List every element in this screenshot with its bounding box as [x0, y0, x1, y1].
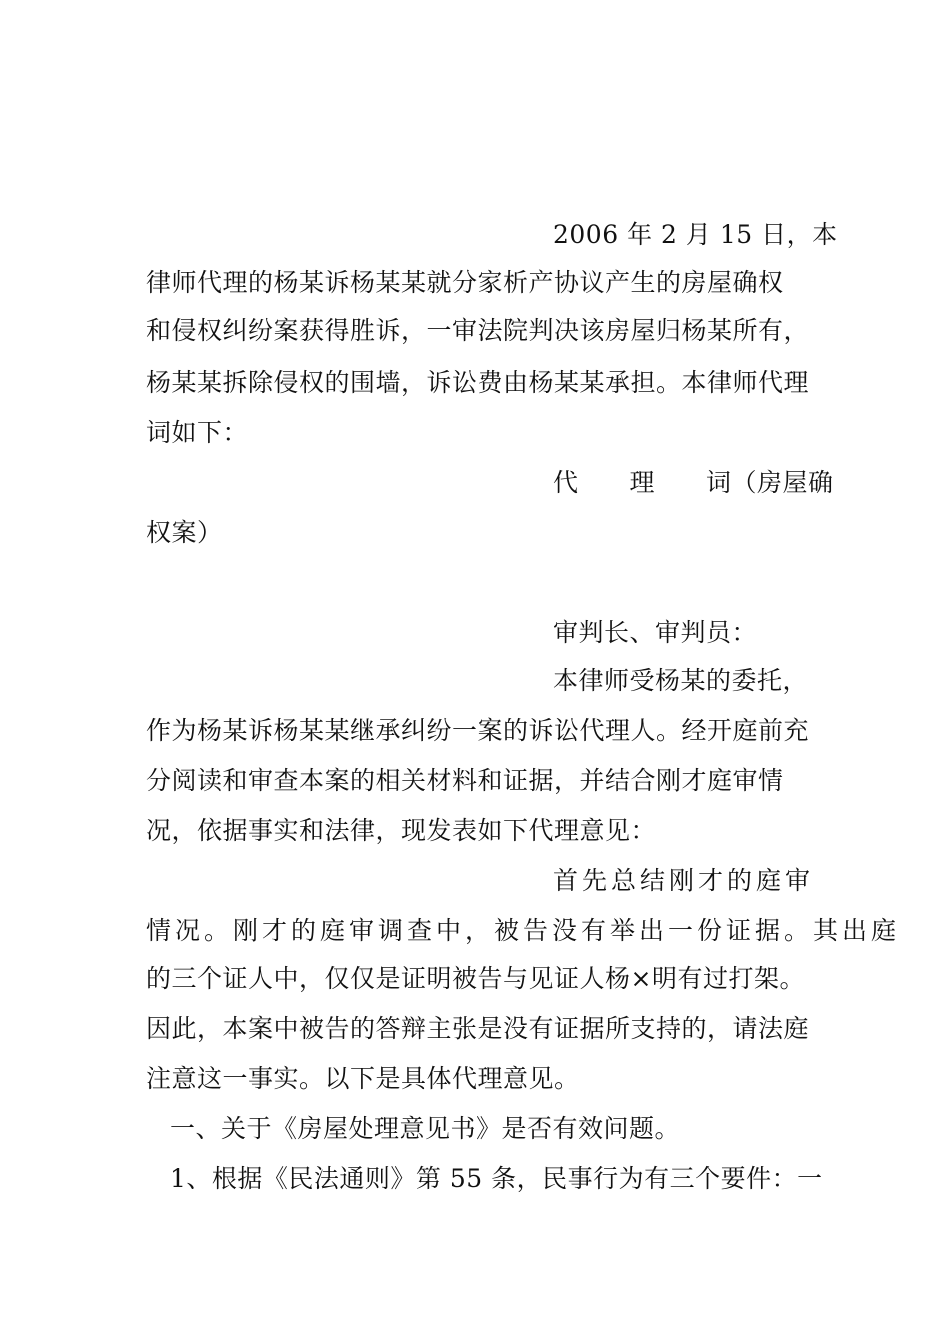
text-line: 律师代理的杨某诉杨某某就分家析产协议产生的房屋确权: [146, 268, 784, 297]
text-line: 注意这一事实。以下是具体代理意见。: [146, 1064, 580, 1093]
text-line: 本律师受杨某的委托，: [553, 666, 809, 695]
text-line: 1、根据《民法通则》第 55 条，民事行为有三个要件：一: [170, 1164, 823, 1193]
text-line: 首先总结刚才的庭审: [553, 866, 815, 895]
section-heading: 一、关于《房屋处理意见书》是否有效问题。: [170, 1114, 681, 1143]
text-line: 况，依据事实和法律，现发表如下代理意见：: [146, 816, 657, 845]
heading-line: 权案）: [146, 518, 223, 547]
text-line: 杨某某拆除侵权的围墙，诉讼费由杨某某承担。本律师代理: [146, 368, 810, 397]
text-line: 分阅读和审查本案的相关材料和证据，并结合刚才庭审情: [146, 766, 784, 795]
text-line: 2006 年 2 月 15 日，本: [553, 220, 838, 249]
text-line: 词如下：: [146, 418, 249, 447]
text-line: 和侵权纠纷案获得胜诉，一审法院判决该房屋归杨某所有，: [146, 316, 810, 345]
text-line: 作为杨某诉杨某某继承纠纷一案的诉讼代理人。经开庭前充: [146, 716, 810, 745]
text-line: 因此，本案中被告的答辩主张是没有证据所支持的，请法庭: [146, 1014, 810, 1043]
text-line: 情况。刚才的庭审调查中，被告没有举出一份证据。其出庭: [146, 916, 901, 945]
text-line: 的三个证人中，仅仅是证明被告与见证人杨×明有过打架。: [146, 964, 805, 993]
salutation: 审判长、审判员：: [553, 618, 758, 647]
heading-line: 代 理 词（房屋确: [553, 468, 834, 497]
